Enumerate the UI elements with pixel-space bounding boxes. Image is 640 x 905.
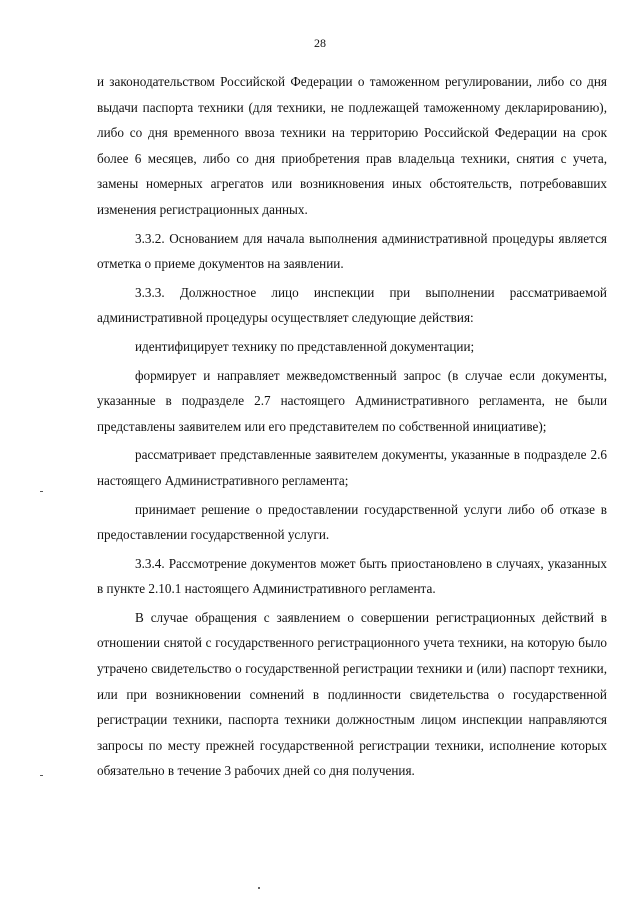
action-review-documents: рассматривает представленные заявителем документы, указанные в подразделе 2.6 настоящего Административного регламента;	[97, 447, 607, 488]
scan-margin-mark	[40, 491, 43, 492]
paragraph-3-3-3: 3.3.3. Должностное лицо инспекции при выполнении рассматриваемой административной процедуры осуществляет следующие действия:	[97, 284, 607, 326]
document-body	[97, 69, 607, 787]
action-make-decision: принимает решение о предоставлении государственной услуги либо об отказе в предоставлении государственной услуги.	[97, 501, 607, 543]
paragraph-3-3-4: 3.3.4. Рассмотрение документов может быть приостановлено в случаях, указанных в пункте 2.10.1 настоящего Административного регламента.	[97, 555, 607, 597]
page-number: 28	[314, 36, 326, 50]
paragraph-deregistered-technique: В случае обращения с заявлением о совершении регистрационных действий в отношении снятой с государственного регистрационного учета техники, на которую было утрачено свидетельство о государственной регистрации техники и (или) паспорт техники, или при возникновении сомнений в подлинности свидетельства о государственной регистрации техники, паспорта техники должностным лицом инспекции направляются запросы по месту прежней государственной регистрации техники, исполнение которых обязательно в течение 3 рабочих дней со дня получения.	[97, 609, 607, 779]
scan-artifact-dot	[258, 887, 260, 889]
paragraph-continuation: и законодательством Российской Федерации о таможенном регулировании, либо со дня выдачи паспорта техники (для техники, не подлежащей таможенному декларированию), либо со дня временного ввоза техники на территорию Российской Федерации на срок более 6 месяцев, либо со дня приобретения прав владельца техники, снятия с учета, замены номерных агрегатов или возникновения иных обстоятельств, потребовавших изменения регистрационных данных.	[97, 74, 607, 217]
action-identify-technique: идентифицирует технику по представленной документации;	[135, 338, 475, 354]
paragraph-3-3-2: 3.3.2. Основанием для начала выполнения административной процедуры является отметка о приеме документов на заявлении.	[97, 230, 607, 272]
action-interagency-request: формирует и направляет межведомственный запрос (в случае если документы, указанные в подразделе 2.7 настоящего Административного регламента, не были представлены заявителем или его представителем по собственной инициативе);	[97, 367, 607, 434]
scan-margin-mark	[40, 775, 43, 776]
